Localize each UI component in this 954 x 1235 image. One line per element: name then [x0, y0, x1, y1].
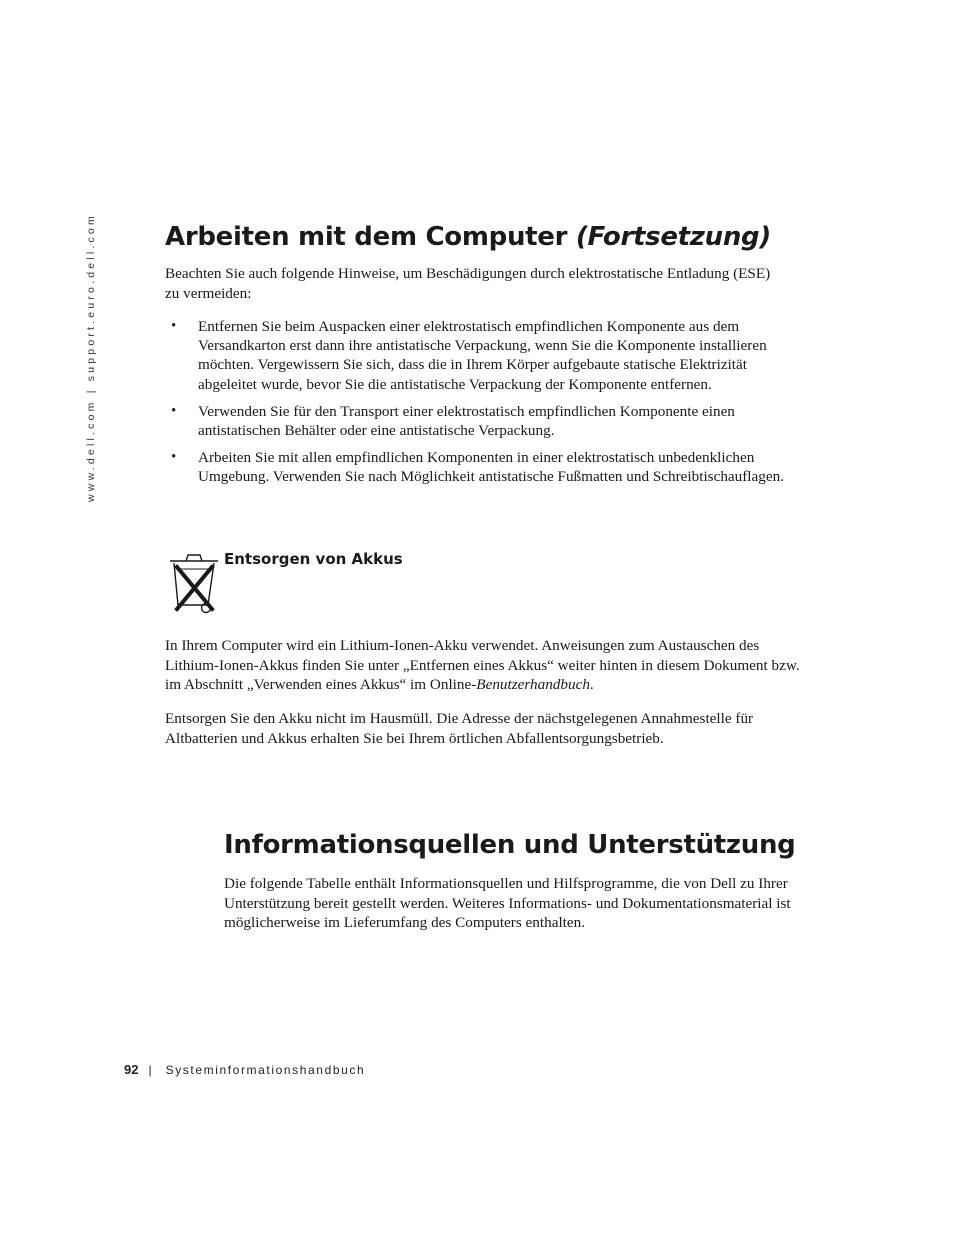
page-footer: [124, 1062, 365, 1077]
title-main: Arbeiten mit dem Computer: [165, 222, 576, 252]
section-title-arbeiten: [165, 222, 771, 252]
title-continuation: (Fortsetzung): [575, 222, 771, 252]
list-item-text: Arbeiten Sie mit allen empfindlichen Komponenten in einer elektrostatisch unbedenklichen Umgebung. Verwenden Sie nach Möglichkeit antistatische Fußmatten und Schreibtischauflagen.: [198, 449, 784, 486]
akku-paragraph-1: [165, 636, 805, 695]
list-item: [165, 448, 785, 486]
akku-heading: Entsorgen von Akkus: [224, 550, 403, 568]
akku-p1-end: .: [589, 676, 594, 694]
akku-p1-text: In Ihrem Computer wird ein Lithium-Ionen-Akku verwendet. Anweisungen zum Austauschen des Lithium-Ionen-Akkus finden Sie unter „Entfernen eines Akkus“ weiter hinten in diesem Dokument bzw. im Abschnitt „Verwenden eines Akkus“ im Online-: [165, 637, 800, 694]
info-intro-paragraph: Die folgende Tabelle enthält Informationsquellen und Hilfsprogramme, die von Dell zu Ihrer Unterstützung bereit gestellt werden. Weiteres Informations- und Dokumentationsmaterial ist möglicherweise im Lieferumfang des Computers enthalten.: [224, 875, 791, 932]
section-title-informationsquellen: Informationsquellen und Unterstützung: [224, 830, 796, 860]
crossed-out-wheeled-bin-icon: [168, 549, 220, 615]
list-item: [165, 317, 785, 394]
book-title: Systeminformationshandbuch: [165, 1063, 366, 1077]
bullet-icon: •: [171, 402, 177, 419]
akku-paragraph-2: Entsorgen Sie den Akku nicht im Hausmüll. Die Adresse der nächstgelegenen Annahmestelle für Altbatterien und Akkus erhalten Sie bei Ihrem örtlichen Abfallentsorgungsbetrieb.: [165, 710, 754, 747]
footer-separator: |: [148, 1063, 152, 1077]
esd-bullet-list: [165, 317, 785, 495]
sidebar-url: www.dell.com | support.euro.dell.com: [85, 213, 97, 502]
esd-intro-paragraph: Beachten Sie auch folgende Hinweise, um Beschädigungen durch elektrostatische Entladung (ESE) zu vermeiden:: [165, 265, 771, 302]
bullet-icon: •: [171, 449, 177, 466]
user-guide-title: Benutzerhandbuch: [476, 676, 590, 694]
list-item-text: Entfernen Sie beim Auspacken einer elektrostatisch empfindlichen Komponente aus dem Versandkarton erst dann ihre antistatische Verpackung, wenn Sie die Komponente installieren möchten. Vergewissern Sie sich, dass die in Ihrem Körper aufgebaute statische Elektrizität abgeleitet wurde, bevor Sie die antistatische Verpackung der Komponente entfernen.: [198, 318, 767, 393]
bullet-icon: •: [171, 318, 177, 334]
list-item: [165, 402, 785, 440]
list-item-text: Verwenden Sie für den Transport einer elektrostatisch empfindlichen Komponente einen antistatischen Behälter oder eine antistatische Verpackung.: [198, 402, 735, 440]
page-number: 92: [124, 1062, 139, 1077]
